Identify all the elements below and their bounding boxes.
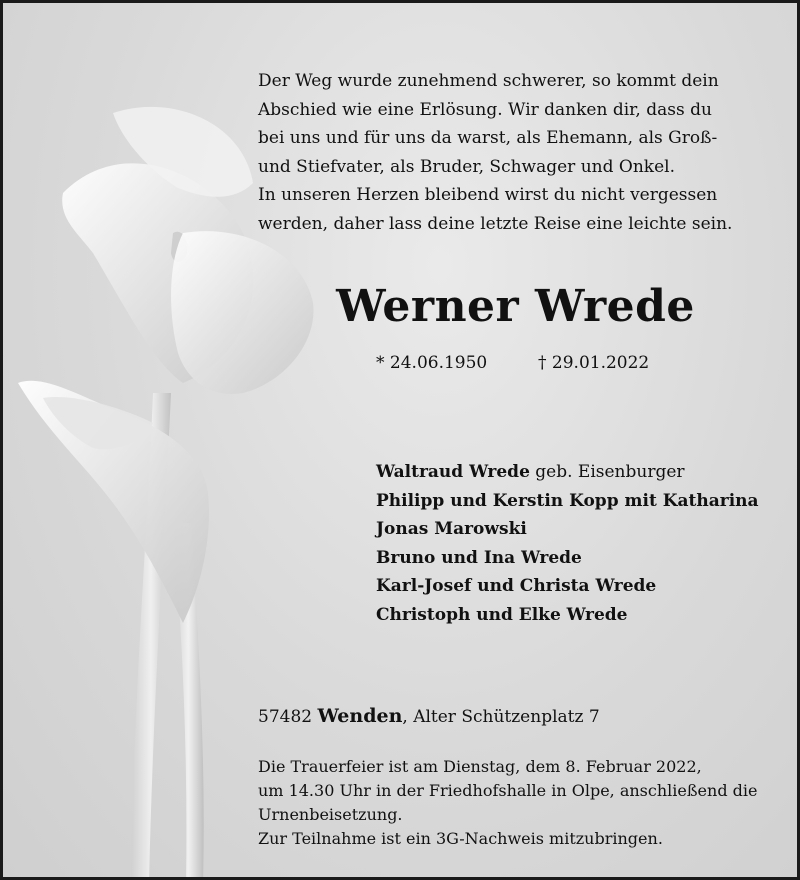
family-member [376, 572, 759, 601]
family-member [376, 544, 759, 573]
intro-line: In unseren Herzen bleibend wirst du nicht vergessen [258, 185, 718, 205]
family-member-name: Philipp und Kerstin Kopp mit Katharina [376, 490, 759, 511]
intro-line: Abschied wie eine Erlösung. Wir danken dir, dass du [258, 99, 712, 120]
intro-line: und Stiefvater, als Bruder, Schwager und Onkel. [258, 156, 675, 177]
intro-line: werden, daher lass deine letzte Reise eine leichte sein. [258, 213, 733, 234]
service-info [258, 755, 773, 851]
address-zip: 57482 [258, 707, 313, 727]
service-line: Urnenbeisetzung. [258, 805, 403, 824]
service-line: um 14.30 Uhr in der Friedhofshalle in Olpe, anschließend die [258, 781, 758, 800]
address-city: Wenden [317, 705, 403, 727]
family-member-name: Jonas Marowski [376, 519, 527, 539]
address-street: , Alter Schützenplatz 7 [402, 707, 600, 727]
intro-text [258, 67, 773, 238]
family-member-name: Karl-Josef und Christa Wrede [376, 576, 657, 596]
family-member [376, 487, 759, 516]
intro-line: Der Weg wurde zunehmend schwerer, so kommt dein [258, 71, 719, 91]
family-member [376, 601, 759, 630]
family-member-suffix: geb. Eisenburger [529, 462, 685, 482]
service-line: Die Trauerfeier ist am Dienstag, dem 8. Februar 2022, [258, 757, 702, 776]
death-date: † 29.01.2022 [538, 353, 650, 373]
family-list [376, 458, 759, 629]
family-member-name: Waltraud Wrede [376, 462, 530, 482]
family-member-name: Christoph und Elke Wrede [376, 604, 628, 625]
birth-date: * 24.06.1950 [376, 353, 488, 373]
family-member-name: Bruno und Ina Wrede [376, 547, 582, 568]
intro-line: bei uns und für uns da warst, als Ehemann, als Groß- [258, 128, 718, 148]
family-member [376, 458, 759, 487]
family-member [376, 515, 759, 544]
address [258, 705, 600, 727]
deceased-name: Werner Wrede [336, 281, 695, 332]
service-line: Zur Teilnahme ist ein 3G-Nachweis mitzubringen. [258, 829, 663, 848]
